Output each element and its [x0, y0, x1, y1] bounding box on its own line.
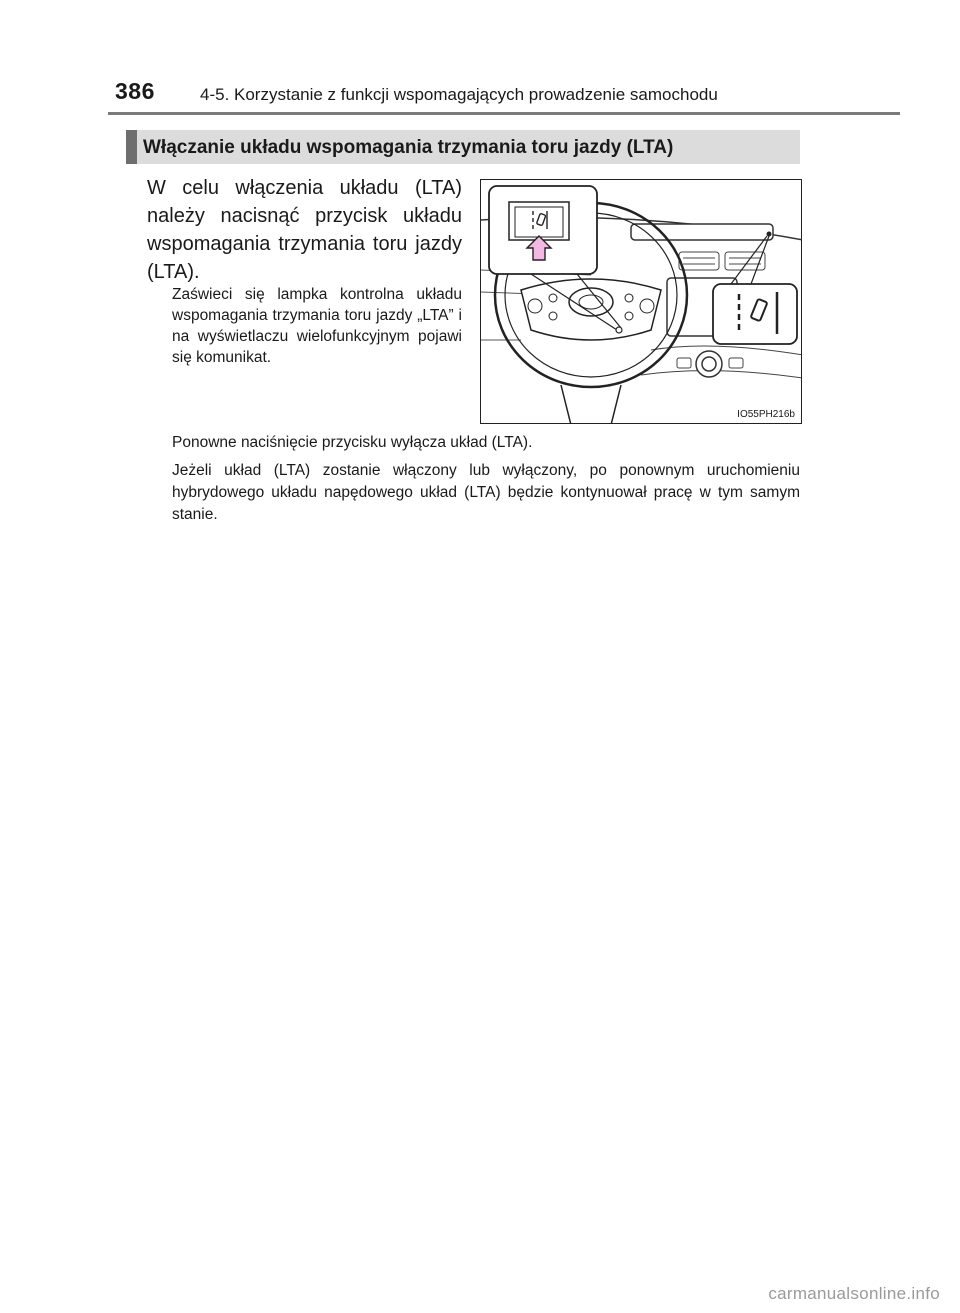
figure-code: IO55PH216b	[737, 409, 795, 420]
note-indicator-light: Zaświeci się lampka kontrolna układu wspomagania trzymania toru jazdy „LTA” i na wyświetlaczu wielofunkcyjnym pojawi się komunikat.	[172, 286, 462, 366]
main-paragraph: W celu włączenia układu (LTA) należy nacisnąć przycisk układu wspomagania trzymania toru jazdy (LTA).	[147, 177, 462, 283]
chapter-title: 4-5. Korzystanie z funkcji wspomagających prowadzenie samochodu	[200, 85, 718, 104]
section-title: Włączanie układu wspomagania trzymania toru jazdy (LTA)	[143, 137, 674, 158]
watermark: carmanualsonline.info	[768, 1284, 940, 1303]
note-restart-state: Jeżeli układ (LTA) zostanie włączony lub wyłączony, po ponownym uruchomieniu hybrydowego układu napędowego układ (LTA) będzie kontynuował pracę w tym samym stanie.	[172, 462, 800, 523]
header-rule	[108, 112, 900, 115]
page-number: 386	[115, 78, 155, 104]
dashboard-figure	[480, 179, 802, 424]
note-press-again: Ponowne naciśnięcie przycisku wyłącza układ (LTA).	[172, 434, 533, 451]
dashboard-illustration	[481, 180, 802, 424]
